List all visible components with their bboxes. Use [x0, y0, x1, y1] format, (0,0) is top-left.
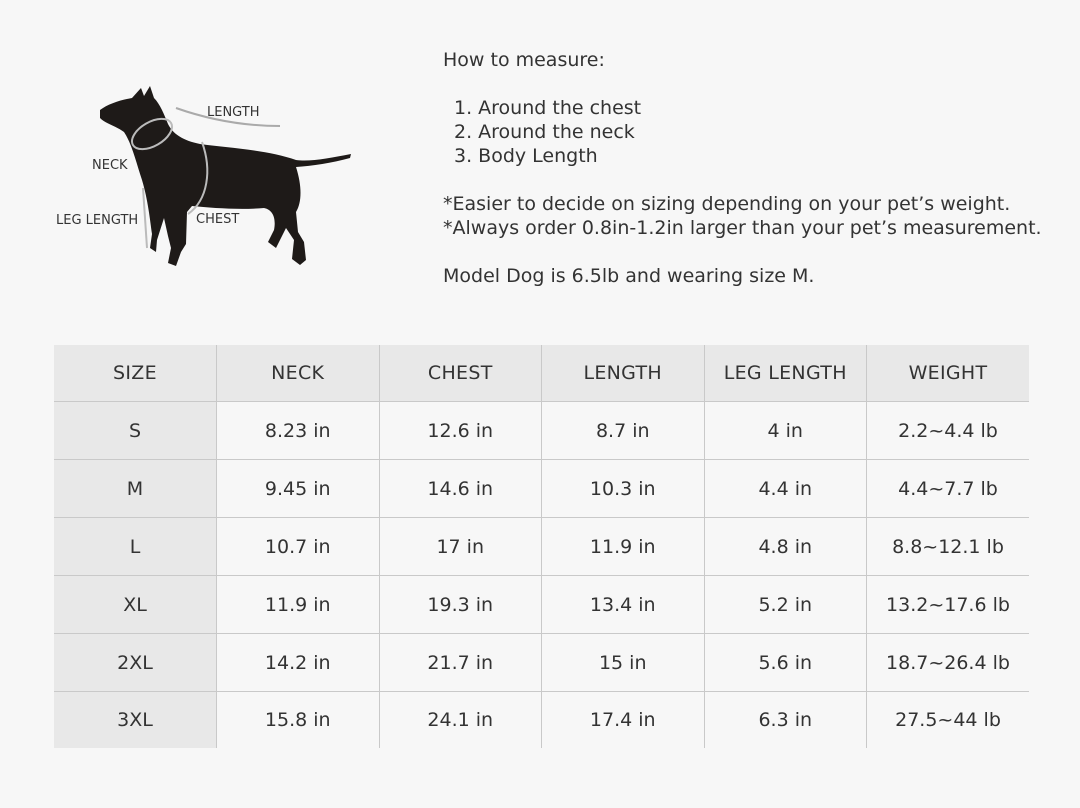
header-weight: WEIGHT: [867, 345, 1030, 402]
chest-cell: 12.6 in: [379, 402, 542, 460]
leg-length-cell: 6.3 in: [704, 692, 867, 749]
leg-length-cell: 4.8 in: [704, 518, 867, 576]
neck-cell: 10.7 in: [217, 518, 380, 576]
measure-instructions: [443, 48, 1063, 288]
size-cell: M: [54, 460, 217, 518]
weight-cell: 4.4~7.7 lb: [867, 460, 1030, 518]
header-size: SIZE: [54, 345, 217, 402]
weight-cell: 18.7~26.4 lb: [867, 634, 1030, 692]
length-cell: 10.3 in: [542, 460, 705, 518]
header-leg-length: LEG LENGTH: [704, 345, 867, 402]
table-row: [54, 576, 1029, 634]
size-cell: L: [54, 518, 217, 576]
header-length: LENGTH: [542, 345, 705, 402]
instructions-heading: How to measure:: [443, 49, 605, 71]
chest-cell: 14.6 in: [379, 460, 542, 518]
chest-cell: 17 in: [379, 518, 542, 576]
sizing-notes: [443, 192, 1063, 240]
length-cell: 11.9 in: [542, 518, 705, 576]
size-cell: 2XL: [54, 634, 217, 692]
neck-label: NECK: [92, 158, 128, 173]
leg-length-label: LEG LENGTH: [56, 213, 139, 228]
measure-step: 3. Body Length: [454, 145, 598, 167]
length-cell: 13.4 in: [542, 576, 705, 634]
length-cell: 15 in: [542, 634, 705, 692]
weight-cell: 27.5~44 lb: [867, 692, 1030, 749]
table-row: [54, 692, 1029, 749]
length-cell: 17.4 in: [542, 692, 705, 749]
leg-length-cell: 5.6 in: [704, 634, 867, 692]
table-row: [54, 460, 1029, 518]
dog-silhouette-icon: [40, 70, 380, 280]
size-cell: XL: [54, 576, 217, 634]
size-chart-table: [54, 345, 1029, 748]
header-chest: CHEST: [379, 345, 542, 402]
chest-cell: 21.7 in: [379, 634, 542, 692]
measure-steps: [443, 96, 1063, 168]
leg-length-cell: 4 in: [704, 402, 867, 460]
table-row: [54, 518, 1029, 576]
weight-cell: 8.8~12.1 lb: [867, 518, 1030, 576]
weight-cell: 2.2~4.4 lb: [867, 402, 1030, 460]
table-row: [54, 634, 1029, 692]
measure-step: 2. Around the neck: [454, 121, 635, 143]
measurement-diagram: [40, 70, 380, 280]
neck-cell: 11.9 in: [217, 576, 380, 634]
leg-length-cell: 5.2 in: [704, 576, 867, 634]
measure-step: 1. Around the chest: [454, 97, 642, 119]
header-neck: NECK: [217, 345, 380, 402]
leg-length-cell: 4.4 in: [704, 460, 867, 518]
sizing-note: *Easier to decide on sizing depending on your pet’s weight.: [443, 193, 1011, 215]
table-row: [54, 402, 1029, 460]
neck-cell: 15.8 in: [217, 692, 380, 749]
neck-cell: 8.23 in: [217, 402, 380, 460]
length-label: LENGTH: [207, 105, 260, 120]
neck-cell: 9.45 in: [217, 460, 380, 518]
size-cell: S: [54, 402, 217, 460]
size-cell: 3XL: [54, 692, 217, 749]
neck-cell: 14.2 in: [217, 634, 380, 692]
length-cell: 8.7 in: [542, 402, 705, 460]
chest-cell: 19.3 in: [379, 576, 542, 634]
table-header-row: [54, 345, 1029, 402]
chest-label: CHEST: [196, 212, 240, 227]
weight-cell: 13.2~17.6 lb: [867, 576, 1030, 634]
model-dog-note: Model Dog is 6.5lb and wearing size M.: [443, 265, 815, 287]
chest-cell: 24.1 in: [379, 692, 542, 749]
sizing-note: *Always order 0.8in-1.2in larger than your pet’s measurement.: [443, 217, 1042, 239]
